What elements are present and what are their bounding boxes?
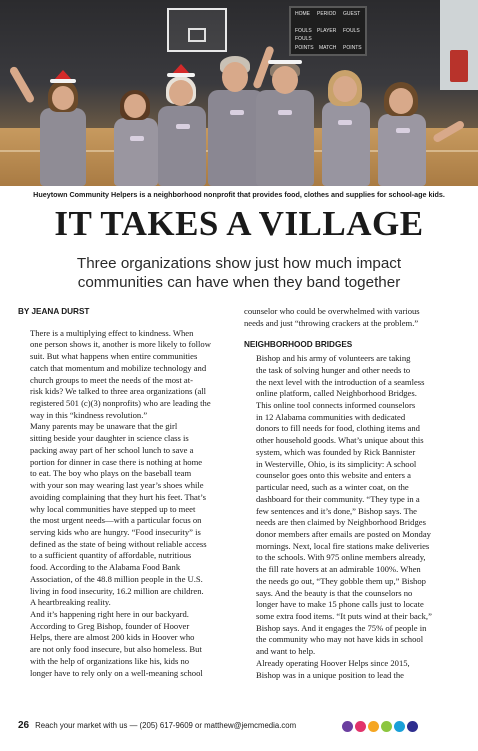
text-line: Already operating Hoover Helps since 2015, (256, 657, 410, 668)
text-line: And it’s happening right here in our backyard. (30, 608, 189, 619)
text-line: one person shows it, another is more likely to follow (30, 339, 211, 350)
text-line: portion for dinner in case there is nothing at home (30, 456, 203, 467)
text-line: to a sufficient quantity of affordable, nutritious (30, 550, 192, 561)
text-line: the needs go out, “They gobble them up,” Bishop (256, 575, 426, 586)
logo-dot (407, 721, 418, 732)
scoreboard-label: POINTS (343, 45, 362, 51)
text-line: to the schools. With 975 online members already, (256, 552, 426, 563)
text-line: longer have to make 15 phone calls just to locate (256, 599, 424, 610)
gym-window (440, 0, 478, 90)
text-line: mornings. Next, local fire stations make deliveries (256, 540, 430, 551)
scoreboard-label: MATCH (319, 45, 337, 51)
text-line: counselor who could be overwhelmed with various (244, 306, 420, 316)
text-line: needs and just “throwing crackers at the problem.” (244, 317, 419, 328)
text-line: longer have to rely only on a well-meaning school (30, 667, 203, 678)
logo-dot (381, 721, 392, 732)
text-line: church groups to meet the needs of the most at- (30, 374, 193, 385)
text-line: Helps, there are almost 200 kids in Hoover who (30, 632, 195, 643)
volunteer-figure (368, 80, 444, 186)
paragraph (244, 658, 462, 681)
text-line: the community who may not have kids in school (256, 634, 424, 645)
scoreboard-label: FOULS (295, 28, 312, 34)
paragraph (18, 609, 236, 679)
article-headline: IT TAKES A VILLAGE (54, 204, 424, 243)
text-line: catch that momentum and mobilize technology and (30, 362, 207, 373)
text-line: way in this “kindness revolution.” (30, 409, 148, 420)
text-line: serving kids who are hungry. “Food insecurity” is (30, 526, 201, 537)
scoreboard-label: HOME (295, 11, 310, 17)
article-column-right (244, 306, 462, 681)
byline: BY JEANA DURST (18, 307, 90, 316)
text-line: are not only food insecure, but also homeless. But (30, 644, 202, 655)
page-footer (18, 716, 296, 734)
logo-dot (394, 721, 405, 732)
text-line: This online tool connects informed counselors (256, 400, 416, 411)
text-line: Many parents may be unaware that the girl (30, 421, 178, 432)
scoreboard-label: POINTS (295, 45, 314, 51)
paragraph (244, 353, 462, 658)
scoreboard-label: FOULS (343, 28, 360, 34)
article-deck: Three organizations show just how much impact communities can have when they band together (76, 255, 402, 291)
text-line: to eat. The boy who plays on the baseball team (30, 468, 192, 479)
text-line: food. According to the Alabama Food Bank (30, 562, 181, 573)
text-line: risk kids? We talked to three area organizations (all (30, 386, 207, 397)
text-line: in Westerville, Ohio, is its simplicity: A school (256, 458, 417, 469)
text-line: the fill rate hovers at an admirable 100%. When (256, 564, 421, 575)
publisher-logo-dots (342, 717, 462, 735)
text-line: A heartbreaking reality. (30, 597, 111, 608)
text-line: with your son may wearing last year’s shoes while (30, 480, 204, 491)
logo-dot (355, 721, 366, 732)
section-subhead: NEIGHBORHOOD BRIDGES (244, 340, 353, 350)
hero-photo (0, 0, 478, 186)
text-line: Association, of the 48.8 million people in the U.S. (30, 573, 203, 584)
text-line: According to Greg Bishop, founder of Hoover (30, 620, 190, 631)
text-line: the task of solving hunger and other needs to (256, 364, 411, 375)
text-line: some extra food items. “It puts wind at their back,” (256, 610, 432, 621)
footer-advert-text: Reach your market with us — (205) 617-9609 or matthew@jemcmedia.com (35, 720, 297, 730)
paragraph (18, 421, 236, 609)
text-line: with the help of organizations like his, kids no (30, 655, 190, 666)
text-line: registered 501 (c)(3) nonprofits) who are leading the (30, 398, 211, 409)
text-line: Bishop was in a unique position to lead the (256, 669, 404, 680)
text-line: says. And the beauty is that the counselors no (256, 587, 413, 598)
text-line: needs are then claimed by Neighborhood Bridges (256, 517, 426, 528)
text-line: other household goods. What’s unique about this (256, 435, 424, 446)
text-line: donor members after emails are posted on Monday (256, 528, 431, 539)
scoreboard-label: PERIOD (317, 11, 337, 17)
scoreboard-label: PLAYER (317, 28, 337, 34)
text-line: avoiding complaining that they hurt his feet. That’s (30, 491, 206, 502)
volunteer-figure (250, 52, 320, 186)
text-line: the next level with the introduction of a seamless (256, 376, 425, 387)
text-line: Bishop says. And it engages the 75% of people in (256, 622, 427, 633)
text-line: few sentences and it’s done,” Bishop says. The (256, 505, 417, 516)
logo-dot (368, 721, 379, 732)
text-line: suit. But what happens when entire communities (30, 351, 198, 362)
article-column-left (18, 306, 236, 679)
scoreboard-label: FOULS (295, 36, 312, 42)
text-line: packing away part of her school lunch to save a (30, 444, 194, 455)
scoreboard-label: GUEST (343, 11, 361, 17)
text-line: in 12 Alabama communities with dedicated (256, 411, 406, 422)
scoreboard (289, 6, 367, 56)
text-line: defined as the state of being without reliable access (30, 538, 207, 549)
text-line: why local communities have stepped up to meet (30, 503, 196, 514)
logo-dot (342, 721, 353, 732)
volunteer-figure (22, 58, 102, 186)
photo-caption: Hueytown Community Helpers is a neighborhood nonprofit that provides food, clothes and supplies for school-age kids. (33, 190, 445, 199)
text-line: particular need, such as a winter coat, on the (256, 482, 409, 493)
text-line: system, which was founded by Rick Bannister (256, 446, 416, 457)
paragraph (18, 328, 236, 422)
text-line: and want to help. (256, 646, 316, 657)
text-line: donors to fill needs for food, clothing items and (256, 423, 420, 434)
text-line: online platform, called Neighborhood Bridges. (256, 388, 417, 399)
volunteer-figure (316, 66, 376, 186)
text-line: There is a multiplying effect to kindness. When (30, 327, 194, 338)
page-number: 26 (18, 719, 30, 731)
text-line: sitting beside your daughter in science class is (30, 433, 189, 444)
text-line: dashboard for their community. “They type in a (256, 493, 420, 504)
text-line: counselor goes onto this website and enters a (256, 470, 411, 481)
text-line: the most urgent needs—with a particular focus on (30, 515, 202, 526)
text-line: living in food insecurity, 16.2 million are children. (30, 585, 204, 596)
text-line: Bishop and his army of volunteers are taking (256, 353, 411, 364)
paragraph-continued (244, 306, 462, 329)
